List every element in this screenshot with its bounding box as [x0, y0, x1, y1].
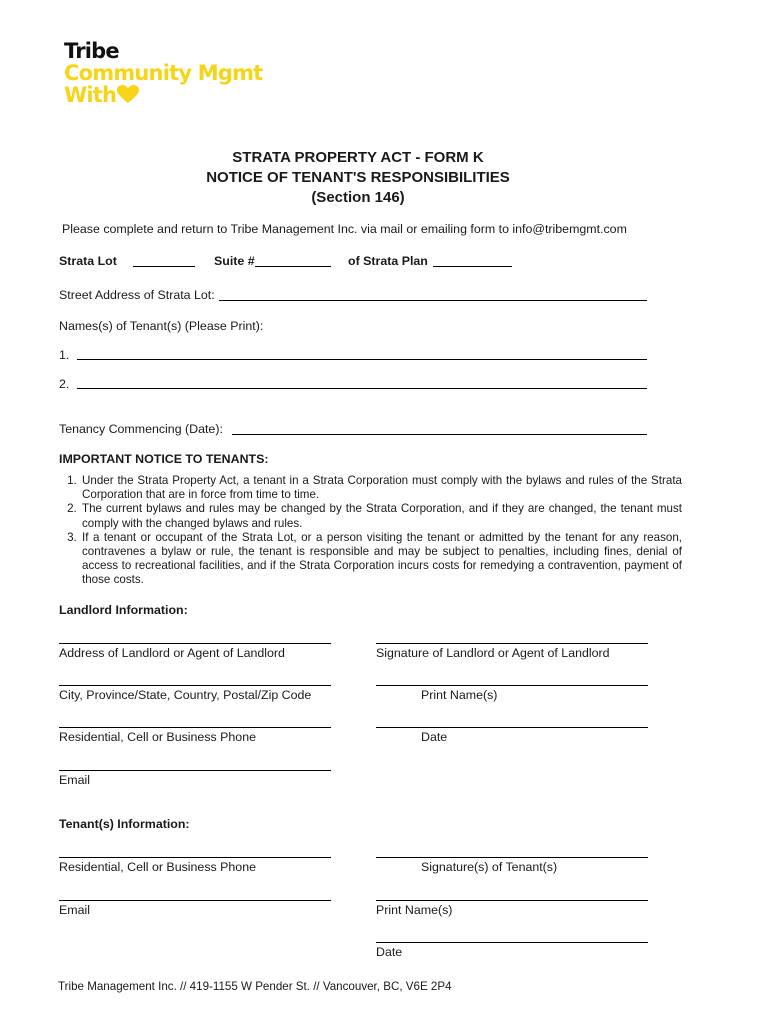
suite-label: Suite #	[214, 254, 255, 268]
landlord-print-name-field[interactable]	[376, 685, 648, 686]
strata-plan-field[interactable]	[433, 266, 512, 267]
landlord-city-field[interactable]	[59, 685, 331, 686]
tenant-email-label: Email	[59, 903, 90, 917]
strata-plan-label: of Strata Plan	[348, 254, 428, 268]
landlord-city-label: City, Province/State, Country, Postal/Zip Code	[59, 688, 312, 702]
tenant-email-field[interactable]	[59, 900, 331, 901]
instructions: Please complete and return to Tribe Management Inc. via mail or emailing form to info@tribemgmt.com	[62, 222, 627, 236]
tenant-date-label: Date	[376, 945, 403, 959]
logo-with-text: With	[64, 83, 117, 107]
tenancy-date-field[interactable]	[232, 434, 647, 435]
tenant-signature-label: Signature(s) of Tenant(s)	[421, 860, 558, 874]
logo-line-with	[64, 84, 262, 108]
landlord-signature-label: Signature of Landlord or Agent of Landlord	[376, 646, 610, 660]
tenant-line-2-number: 2.	[59, 377, 70, 391]
landlord-date-field[interactable]	[376, 727, 648, 728]
street-address-label: Street Address of Strata Lot:	[59, 288, 215, 302]
tenant-signature-field[interactable]	[376, 857, 648, 858]
strata-lot-label: Strata Lot	[59, 254, 117, 268]
landlord-print-name-label: Print Name(s)	[421, 688, 498, 702]
strata-lot-field[interactable]	[133, 266, 195, 267]
logo-line-community: Community Mgmt	[64, 61, 263, 85]
landlord-email-field[interactable]	[59, 770, 331, 771]
form-title-line3: (Section 146)	[311, 189, 405, 206]
street-address-field[interactable]	[219, 300, 647, 301]
tenant-name-1-field[interactable]	[77, 359, 647, 360]
landlord-phone-label: Residential, Cell or Business Phone	[59, 730, 256, 744]
tenant-date-field[interactable]	[376, 942, 648, 943]
notice-heading: IMPORTANT NOTICE TO TENANTS:	[59, 452, 269, 466]
tenant-heading: Tenant(s) Information:	[59, 817, 190, 831]
tenancy-date-label: Tenancy Commencing (Date):	[59, 422, 223, 436]
tenant-phone-field[interactable]	[59, 857, 331, 858]
landlord-heading: Landlord Information:	[59, 603, 188, 617]
landlord-phone-field[interactable]	[59, 727, 331, 728]
form-title-line1: STRATA PROPERTY ACT - FORM K	[232, 149, 484, 166]
notice-list	[57, 474, 682, 588]
form-title-line2: NOTICE OF TENANT'S RESPONSIBILITIES	[206, 169, 510, 186]
tenant-names-label: Names(s) of Tenant(s) (Please Print):	[59, 319, 264, 333]
logo-line-tribe: Tribe	[64, 39, 119, 63]
tenant-name-2-field[interactable]	[77, 388, 647, 389]
tenant-line-1-number: 1.	[59, 348, 70, 362]
landlord-date-label: Date	[421, 730, 448, 744]
form-title	[0, 148, 716, 208]
notice-item: 3. If a tenant or occupant of the Strata Lot, or a person visiting the tenant or admitted by the tenant for any reason, contravenes a bylaw or rule, the tenant is responsible and may be subject to penalties, including fines, denial of access to recreational facilities, and if the Strata Corporation incurs costs for remedying a contravention, payment of those costs.	[80, 531, 682, 588]
tenant-print-name-label: Print Name(s)	[376, 903, 453, 917]
landlord-address-field[interactable]	[59, 643, 331, 644]
notice-item: 1. Under the Strata Property Act, a tenant in a Strata Corporation must comply with the bylaws and rules of the Strata Corporation that are in force from time to time.	[80, 474, 682, 502]
tenant-print-name-field[interactable]	[376, 900, 648, 901]
landlord-signature-field[interactable]	[376, 643, 648, 644]
footer-address: Tribe Management Inc. // 419-1155 W Pender St. // Vancouver, BC, V6E 2P4	[58, 980, 452, 993]
notice-item: 2. The current bylaws and rules may be changed by the Strata Corporation, and if they are changed, the tenant must comply with the changed bylaws and rules.	[80, 502, 682, 530]
suite-field[interactable]	[255, 266, 331, 267]
heart-icon	[117, 85, 139, 108]
landlord-email-label: Email	[59, 773, 90, 787]
company-logo	[64, 40, 262, 108]
landlord-address-label: Address of Landlord or Agent of Landlord	[59, 646, 285, 660]
tenant-phone-label: Residential, Cell or Business Phone	[59, 860, 256, 874]
